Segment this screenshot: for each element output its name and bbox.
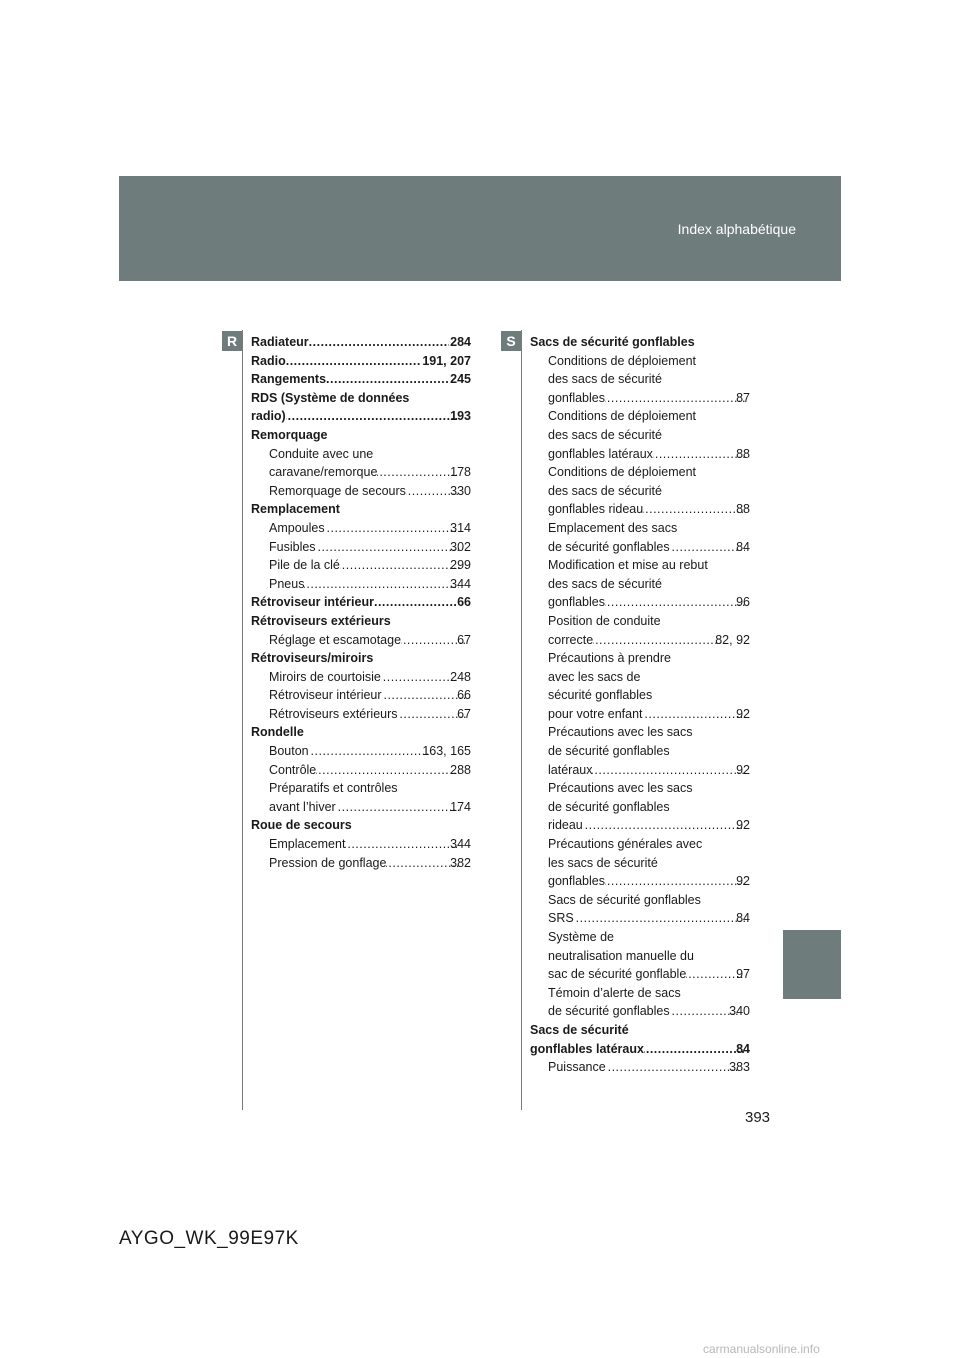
entry-term: gonflables latéraux bbox=[548, 446, 653, 461]
entry-text-line: Précautions avec les sacs bbox=[548, 725, 693, 740]
section-letter-r: R bbox=[222, 331, 242, 351]
entry-page-ref: 174 bbox=[450, 799, 471, 814]
index-entry bbox=[251, 575, 471, 594]
dot-leader bbox=[593, 631, 724, 650]
document-code: AYGO_WK_99E97K bbox=[119, 1228, 299, 1249]
entry-page-ref: 340 bbox=[729, 1004, 750, 1019]
entry-page-ref: 245 bbox=[450, 372, 471, 387]
dot-leader bbox=[643, 500, 745, 519]
entry-page-ref: 288 bbox=[450, 762, 471, 777]
entry-leader-row bbox=[269, 482, 471, 501]
index-entry bbox=[530, 723, 750, 779]
entry-page-ref: 92 bbox=[736, 706, 750, 721]
index-entry bbox=[251, 723, 471, 742]
entry-text-line: Rétroviseurs/miroirs bbox=[251, 651, 374, 666]
index-entry bbox=[530, 984, 750, 1021]
index-entry bbox=[251, 500, 471, 519]
entry-text-line: Rétroviseurs extérieurs bbox=[251, 613, 391, 628]
dot-leader bbox=[377, 463, 459, 482]
entry-leader-row bbox=[251, 593, 471, 612]
entry-page-ref: 193 bbox=[450, 409, 471, 424]
entry-leader-row bbox=[269, 686, 471, 705]
entry-term: SRS bbox=[548, 911, 574, 926]
entry-term: Rétroviseur intérieur bbox=[251, 595, 374, 610]
index-entry bbox=[251, 649, 471, 668]
entry-text-line: RDS (Système de données bbox=[251, 390, 410, 405]
entry-leader-row bbox=[251, 333, 471, 352]
entry-term: pour votre enfant bbox=[548, 706, 643, 721]
entry-page-ref: 344 bbox=[450, 837, 471, 852]
entry-text-line: neutralisation manuelle du bbox=[548, 948, 694, 963]
dot-leader bbox=[345, 835, 459, 854]
index-entry bbox=[530, 779, 750, 835]
page-header-band bbox=[119, 176, 841, 281]
dot-leader bbox=[374, 593, 456, 612]
entry-term: gonflables bbox=[548, 874, 605, 889]
entry-leader-row bbox=[548, 445, 750, 464]
dot-leader bbox=[592, 761, 745, 780]
entry-term: sac de sécurité gonflable bbox=[548, 967, 687, 982]
entry-term: caravane/remorque bbox=[269, 465, 378, 480]
entry-page-ref: 191, 207 bbox=[422, 353, 471, 368]
index-entry bbox=[251, 631, 471, 650]
index-entry bbox=[530, 1021, 750, 1058]
entry-page-ref: 92 bbox=[736, 818, 750, 833]
index-entry bbox=[251, 519, 471, 538]
entry-page-ref: 82, 92 bbox=[715, 632, 750, 647]
entry-page-ref: 248 bbox=[450, 669, 471, 684]
entry-term: Contrôle bbox=[269, 762, 317, 777]
dot-leader bbox=[398, 705, 467, 724]
index-entry bbox=[251, 761, 471, 780]
entry-leader-row bbox=[251, 370, 471, 389]
entry-page-ref: 299 bbox=[450, 558, 471, 573]
entry-leader-row bbox=[269, 854, 471, 873]
index-entry bbox=[530, 556, 750, 612]
entry-leader-row bbox=[530, 1040, 750, 1059]
entry-leader-row bbox=[269, 705, 471, 724]
entry-page-ref: 96 bbox=[736, 595, 750, 610]
entry-term: Radio bbox=[251, 353, 286, 368]
dot-leader bbox=[382, 686, 467, 705]
entry-text-line: Position de conduite bbox=[548, 613, 661, 628]
dot-leader bbox=[340, 556, 459, 575]
entry-term: Rétroviseur intérieur bbox=[269, 688, 382, 703]
entry-text-line: des sacs de sécurité bbox=[548, 427, 662, 442]
entry-leader-row bbox=[548, 1002, 750, 1021]
index-entry bbox=[530, 649, 750, 723]
entry-leader-row bbox=[548, 705, 750, 724]
entry-leader-row bbox=[548, 389, 750, 408]
entry-text-line: Préparatifs et contrôles bbox=[269, 781, 398, 796]
entry-term: correcte bbox=[548, 632, 594, 647]
entry-term: gonflables rideau bbox=[548, 502, 644, 517]
dot-leader bbox=[304, 575, 459, 594]
dot-leader bbox=[286, 352, 422, 371]
entry-text-line: avec les sacs de bbox=[548, 669, 641, 684]
chapter-side-tab bbox=[783, 930, 841, 999]
entry-leader-row bbox=[269, 556, 471, 575]
entry-leader-row bbox=[548, 872, 750, 891]
dot-leader bbox=[643, 705, 746, 724]
entry-text-line: Sacs de sécurité gonflables bbox=[530, 335, 695, 349]
dot-leader bbox=[309, 333, 449, 352]
index-entry bbox=[530, 407, 750, 463]
entry-text-line: Conditions de déploiement bbox=[548, 409, 697, 424]
entry-text-line: Sacs de sécurité gonflables bbox=[548, 892, 701, 907]
index-entry bbox=[530, 928, 750, 984]
entry-text-line: Conditions de déploiement bbox=[548, 465, 697, 480]
entry-page-ref: 66 bbox=[457, 595, 471, 610]
entry-leader-row bbox=[548, 965, 750, 984]
entry-text-line: Sacs de sécurité bbox=[530, 1022, 629, 1037]
entry-term: Miroirs de courtoisie bbox=[269, 669, 381, 684]
entry-page-ref: 178 bbox=[450, 465, 471, 480]
entry-leader-row bbox=[269, 538, 471, 557]
dot-leader bbox=[336, 798, 459, 817]
dot-leader bbox=[644, 1040, 745, 1059]
entry-text-line: Modification et mise au rebut bbox=[548, 558, 708, 573]
entry-leader-row bbox=[269, 631, 471, 650]
dot-leader bbox=[386, 854, 459, 873]
entry-text-line: des sacs de sécurité bbox=[548, 483, 662, 498]
index-entry bbox=[251, 779, 471, 816]
entry-text-line: Remorquage bbox=[251, 427, 328, 442]
entry-text-line: Précautions générales avec bbox=[548, 837, 703, 852]
index-entry bbox=[530, 612, 750, 649]
entry-page-ref: 383 bbox=[729, 1060, 750, 1075]
entry-term: Pile de la clé bbox=[269, 558, 340, 573]
entry-term: gonflables bbox=[548, 390, 605, 405]
entry-page-ref: 84 bbox=[736, 1041, 750, 1056]
entry-term: Radiateur bbox=[251, 335, 309, 349]
entry-page-ref: 66 bbox=[457, 688, 471, 703]
entry-leader-row bbox=[269, 742, 471, 761]
index-entry bbox=[251, 445, 471, 482]
index-column-s bbox=[530, 333, 750, 1077]
entry-term: rideau bbox=[548, 818, 583, 833]
index-entry bbox=[251, 835, 471, 854]
entry-term: de sécurité gonflables bbox=[548, 1004, 670, 1019]
left-column-divider bbox=[242, 330, 243, 1110]
dot-leader bbox=[381, 668, 459, 687]
section-letter-s: S bbox=[501, 331, 521, 351]
entry-leader-row bbox=[269, 575, 471, 594]
index-entry bbox=[251, 668, 471, 687]
index-entry bbox=[251, 854, 471, 873]
dot-leader bbox=[326, 370, 449, 389]
entry-text-line: Conditions de déploiement bbox=[548, 353, 697, 368]
entry-page-ref: 344 bbox=[450, 576, 471, 591]
index-entry bbox=[530, 835, 750, 891]
entry-page-ref: 92 bbox=[736, 762, 750, 777]
index-entry bbox=[251, 333, 471, 352]
dot-leader bbox=[605, 389, 745, 408]
entry-leader-row bbox=[548, 909, 750, 928]
entry-leader-row bbox=[269, 668, 471, 687]
dot-leader bbox=[606, 1058, 738, 1077]
entry-text-line: des sacs de sécurité bbox=[548, 372, 662, 387]
entry-text-line: des sacs de sécurité bbox=[548, 576, 662, 591]
entry-text-line: Roue de secours bbox=[251, 818, 352, 833]
entry-page-ref: 84 bbox=[736, 911, 750, 926]
entry-text-line: sécurité gonflables bbox=[548, 688, 653, 703]
entry-leader-row bbox=[269, 463, 471, 482]
index-entry bbox=[251, 593, 471, 612]
dot-leader bbox=[653, 445, 745, 464]
index-entry bbox=[251, 705, 471, 724]
entry-term: Puissance bbox=[548, 1060, 606, 1075]
dot-leader bbox=[670, 538, 745, 557]
entry-page-ref: 314 bbox=[450, 520, 471, 535]
index-column-r bbox=[251, 333, 471, 872]
entry-term: de sécurité gonflables bbox=[548, 539, 670, 554]
entry-term: Emplacement bbox=[269, 837, 346, 852]
dot-leader bbox=[605, 593, 745, 612]
index-entry bbox=[530, 519, 750, 556]
dot-leader bbox=[325, 519, 460, 538]
entry-page-ref: 382 bbox=[450, 855, 471, 870]
entry-leader-row bbox=[548, 816, 750, 835]
entry-page-ref: 163, 165 bbox=[422, 744, 471, 759]
index-entry bbox=[251, 816, 471, 835]
entry-page-ref: 88 bbox=[736, 446, 750, 461]
entry-text-line: Rondelle bbox=[251, 725, 304, 740]
entry-leader-row bbox=[251, 352, 471, 371]
entry-term: radio) bbox=[251, 409, 286, 424]
entry-term: Fusibles bbox=[269, 539, 316, 554]
index-entry bbox=[530, 891, 750, 928]
entry-text-line: de sécurité gonflables bbox=[548, 799, 670, 814]
dot-leader bbox=[316, 761, 459, 780]
index-entry bbox=[251, 482, 471, 501]
entry-term: Bouton bbox=[269, 744, 309, 759]
index-entry bbox=[251, 389, 471, 426]
entry-page-ref: 284 bbox=[450, 335, 471, 349]
entry-term: gonflables latéraux bbox=[530, 1041, 644, 1056]
index-entry bbox=[251, 426, 471, 445]
entry-page-ref: 92 bbox=[736, 874, 750, 889]
entry-leader-row bbox=[548, 538, 750, 557]
entry-leader-row bbox=[269, 519, 471, 538]
entry-term: Rangements bbox=[251, 372, 327, 387]
index-entry bbox=[530, 333, 750, 352]
entry-term: gonflables bbox=[548, 595, 605, 610]
right-column-divider bbox=[521, 330, 522, 1110]
entry-text-line: les sacs de sécurité bbox=[548, 855, 658, 870]
entry-text-line: Témoin d’alerte de sacs bbox=[548, 985, 681, 1000]
index-entry bbox=[530, 1058, 750, 1077]
index-entry bbox=[530, 352, 750, 408]
header-title: Index alphabétique bbox=[677, 221, 796, 237]
entry-page-ref: 67 bbox=[457, 706, 471, 721]
entry-page-ref: 330 bbox=[450, 483, 471, 498]
entry-page-ref: 84 bbox=[736, 539, 750, 554]
entry-leader-row bbox=[548, 500, 750, 519]
entry-term: Rétroviseurs extérieurs bbox=[269, 706, 398, 721]
dot-leader bbox=[316, 538, 460, 557]
dot-leader bbox=[286, 407, 459, 426]
entry-text-line: Précautions à prendre bbox=[548, 651, 671, 666]
entry-page-ref: 97 bbox=[736, 967, 750, 982]
dot-leader bbox=[574, 909, 745, 928]
entry-leader-row bbox=[269, 798, 471, 817]
entry-page-ref: 67 bbox=[457, 632, 471, 647]
entry-leader-row bbox=[269, 835, 471, 854]
entry-term: Réglage et escamotage bbox=[269, 632, 402, 647]
index-entry bbox=[251, 352, 471, 371]
entry-term: Pneus bbox=[269, 576, 305, 591]
index-entry bbox=[251, 612, 471, 631]
index-entry bbox=[251, 556, 471, 575]
entry-term: Remorquage de secours bbox=[269, 483, 406, 498]
watermark: carmanualsonline.info bbox=[703, 1342, 820, 1356]
index-entry bbox=[251, 686, 471, 705]
index-entry bbox=[251, 538, 471, 557]
entry-leader-row bbox=[548, 631, 750, 650]
dot-leader bbox=[309, 742, 432, 761]
entry-term: Ampoules bbox=[269, 520, 325, 535]
dot-leader bbox=[670, 1002, 739, 1021]
index-entry bbox=[530, 463, 750, 519]
entry-text-line: Précautions avec les sacs bbox=[548, 781, 693, 796]
entry-text-line: de sécurité gonflables bbox=[548, 744, 670, 759]
index-entry bbox=[251, 370, 471, 389]
entry-leader-row bbox=[548, 761, 750, 780]
entry-text-line: Conduite avec une bbox=[269, 446, 374, 461]
dot-leader bbox=[583, 816, 745, 835]
entry-text-line: Remplacement bbox=[251, 502, 340, 517]
entry-leader-row bbox=[269, 761, 471, 780]
entry-leader-row bbox=[548, 593, 750, 612]
entry-page-ref: 88 bbox=[736, 502, 750, 517]
entry-leader-row bbox=[251, 407, 471, 426]
index-entry bbox=[251, 742, 471, 761]
page-number: 393 bbox=[745, 1109, 771, 1126]
dot-leader bbox=[605, 872, 745, 891]
entry-term: avant l’hiver bbox=[269, 799, 336, 814]
entry-leader-row bbox=[548, 1058, 750, 1077]
entry-page-ref: 302 bbox=[450, 539, 471, 554]
entry-term: latéraux bbox=[548, 762, 593, 777]
entry-text-line: Système de bbox=[548, 930, 615, 944]
entry-term: Pression de gonflage bbox=[269, 855, 387, 870]
entry-text-line: Emplacement des sacs bbox=[548, 520, 678, 535]
entry-page-ref: 87 bbox=[736, 390, 750, 405]
